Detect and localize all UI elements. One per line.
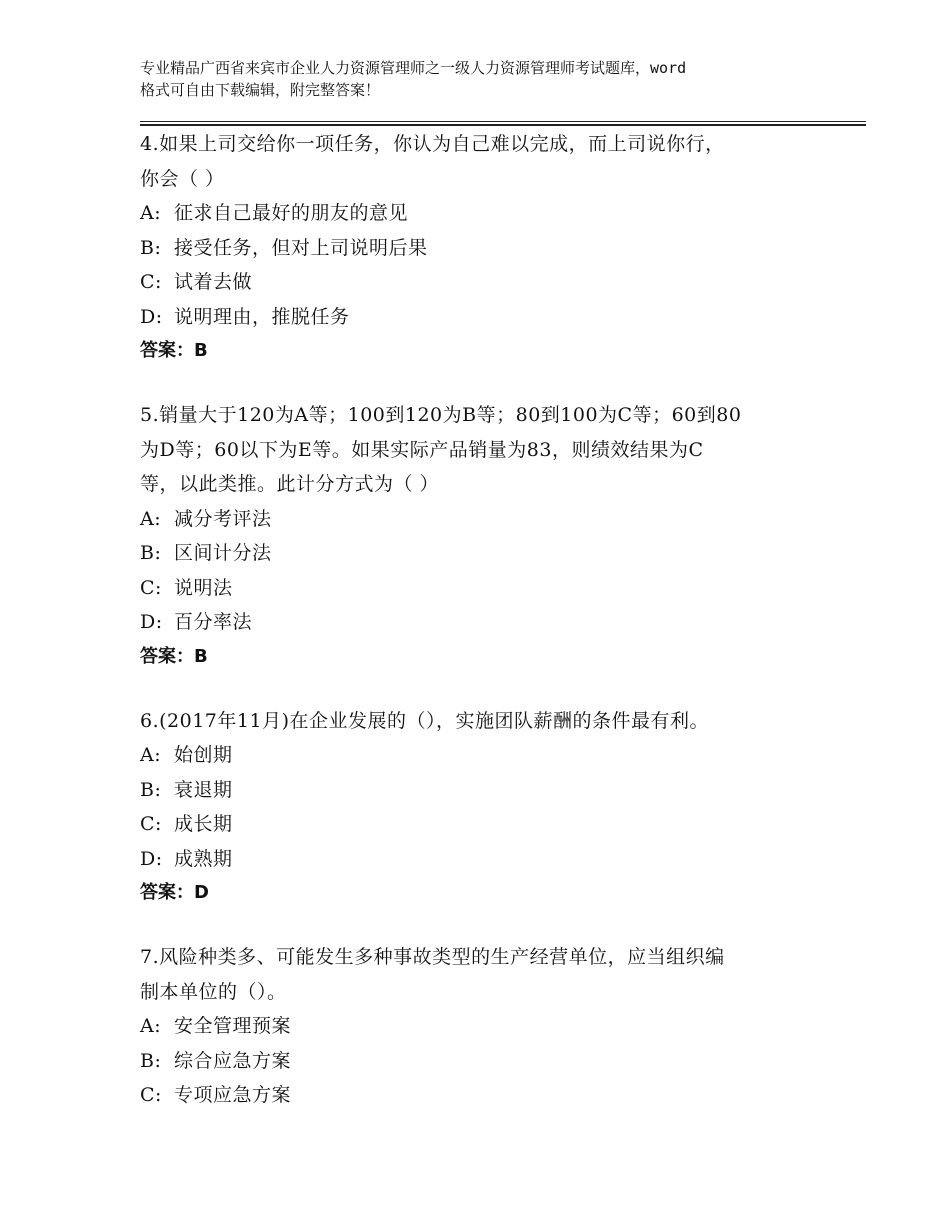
question-item bbox=[140, 704, 820, 911]
option-letter: A: bbox=[140, 202, 162, 224]
document-header bbox=[140, 57, 840, 101]
option-c bbox=[140, 807, 820, 842]
question-text-line: 为D等；60以下为E等。如果实际产品销量为83，则绩效结果为C bbox=[140, 438, 704, 461]
option-b bbox=[140, 773, 820, 808]
option-text: 接受任务，但对上司说明后果 bbox=[174, 236, 428, 259]
option-letter: B: bbox=[140, 778, 162, 801]
option-b bbox=[140, 1044, 820, 1079]
option-text: 综合应急方案 bbox=[174, 1049, 292, 1072]
question-text-line: 6.(2017年11月)在企业发展的（），实施团队薪酬的条件最有利。 bbox=[140, 709, 709, 732]
option-a bbox=[140, 1009, 820, 1044]
answer-label: 答案：B bbox=[140, 645, 208, 667]
question-item bbox=[140, 398, 820, 674]
option-a bbox=[140, 196, 820, 231]
option-text: 成熟期 bbox=[174, 847, 233, 870]
option-letter: C: bbox=[140, 271, 162, 293]
option-letter: D: bbox=[140, 611, 163, 633]
option-text: 专项应急方案 bbox=[174, 1084, 292, 1106]
option-letter: B: bbox=[140, 236, 162, 259]
question-item bbox=[140, 127, 820, 368]
option-text: 衰退期 bbox=[174, 778, 233, 801]
option-c bbox=[140, 1078, 820, 1113]
option-letter: C: bbox=[140, 1084, 162, 1106]
question-text-line: 4.如果上司交给你一项任务，你认为自己难以完成，而上司说你行， bbox=[140, 133, 725, 155]
option-letter: C: bbox=[140, 813, 162, 835]
option-letter: B: bbox=[140, 542, 162, 564]
question-text-line: 5.销量大于120为A等；100到120为B等；80到100为C等；60到80 bbox=[140, 404, 742, 426]
option-text: 说明理由，推脱任务 bbox=[174, 305, 350, 328]
option-text: 成长期 bbox=[174, 813, 233, 835]
answer-label: 答案：B bbox=[140, 340, 208, 361]
question-text-line: 7.风险种类多、可能发生多种事故类型的生产经营单位，应当组织编 bbox=[140, 946, 725, 968]
option-text: 安全管理预案 bbox=[174, 1015, 292, 1037]
option-letter: D: bbox=[140, 847, 163, 870]
header-divider-top bbox=[140, 121, 866, 122]
option-text: 减分考评法 bbox=[174, 507, 272, 530]
option-letter: A: bbox=[140, 507, 162, 530]
option-b bbox=[140, 536, 820, 571]
option-text: 说明法 bbox=[174, 576, 233, 599]
option-letter: B: bbox=[140, 1049, 162, 1072]
question-text-line: 你会（ ） bbox=[140, 167, 225, 190]
header-line-2: 格式可自由下载编辑，附完整答案！ bbox=[140, 81, 381, 99]
option-text: 始创期 bbox=[174, 744, 233, 766]
option-d bbox=[140, 842, 820, 877]
question-item bbox=[140, 940, 820, 1113]
option-d bbox=[140, 300, 820, 335]
option-text: 征求自己最好的朋友的意见 bbox=[174, 202, 409, 224]
option-d bbox=[140, 605, 820, 640]
option-a bbox=[140, 738, 820, 773]
question-text-line: 等，以此类推。此计分方式为（ ） bbox=[140, 473, 440, 495]
option-text: 区间计分法 bbox=[174, 542, 272, 564]
option-a bbox=[140, 502, 820, 537]
answer-label: 答案：D bbox=[140, 882, 209, 903]
option-c bbox=[140, 265, 820, 300]
option-text: 试着去做 bbox=[174, 271, 253, 293]
option-c bbox=[140, 571, 820, 606]
option-letter: D: bbox=[140, 305, 163, 328]
question-list bbox=[140, 127, 820, 1143]
header-divider-bottom bbox=[140, 124, 866, 126]
option-letter: A: bbox=[140, 1015, 162, 1037]
question-text-line: 制本单位的（）。 bbox=[140, 980, 287, 1003]
option-text: 百分率法 bbox=[174, 611, 253, 633]
option-letter: C: bbox=[140, 576, 162, 599]
option-b bbox=[140, 231, 820, 266]
header-line-1: 专业精品广西省来宾市企业人力资源管理师之一级人力资源管理师考试题库，word bbox=[140, 59, 687, 77]
option-letter: A: bbox=[140, 744, 162, 766]
